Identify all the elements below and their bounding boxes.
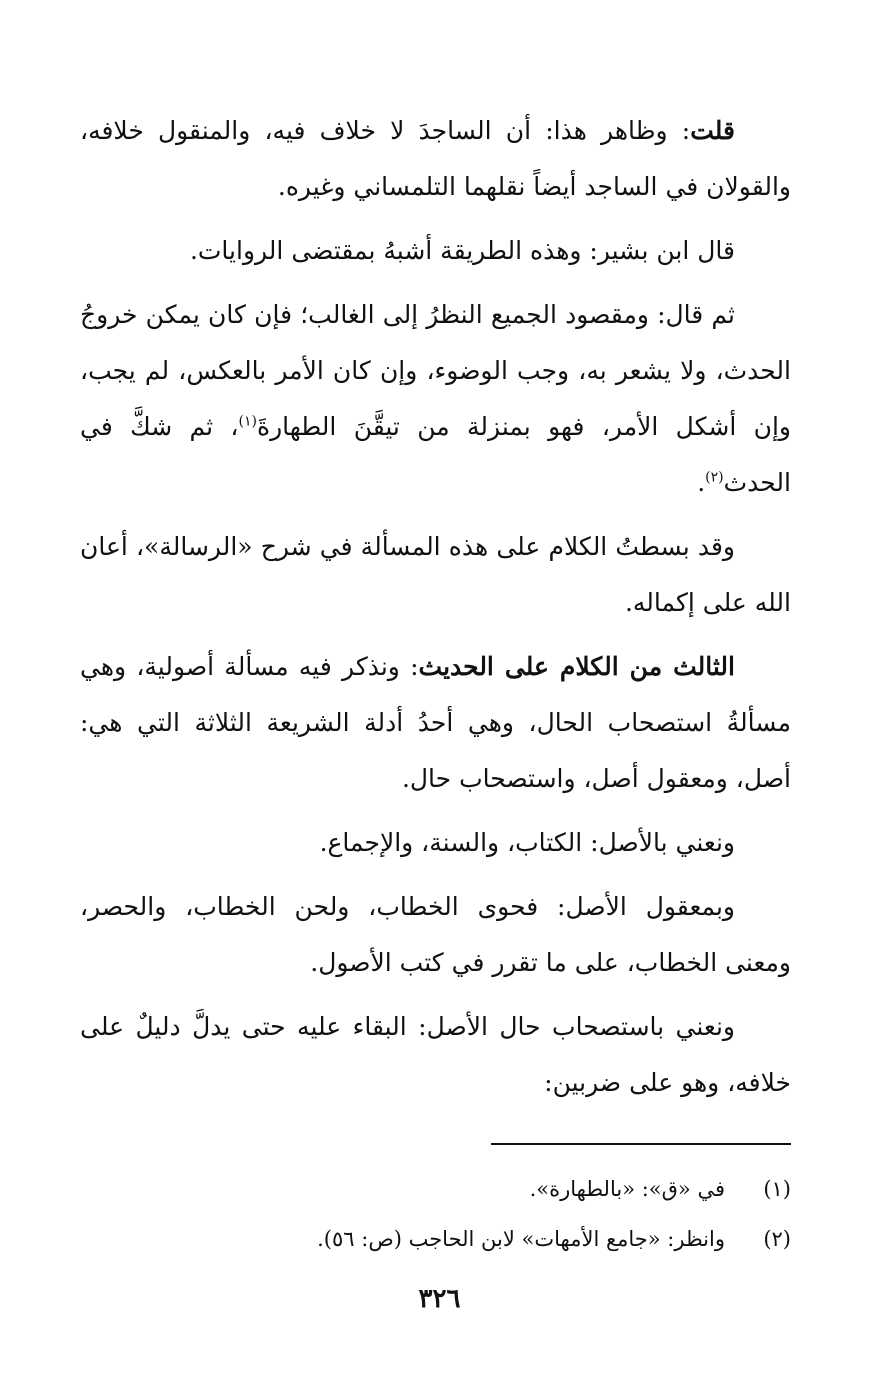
- footnote-text: وانظر: «جامع الأمهات» لابن الحاجب (ص: ٥٦).: [317, 1227, 725, 1251]
- footnote-ref-1[interactable]: (١): [238, 413, 257, 430]
- page-number: ٣٢٦: [418, 1284, 461, 1314]
- paragraph-text: : وظاهر هذا: أن الساجدَ لا خلاف فيه، والمنقول خلافه، والقولان في الساجد أيضاً نقلهما التلمساني وغيره.: [80, 116, 791, 201]
- paragraph-lead: قلت: [690, 116, 735, 145]
- footnote-2: [80, 1214, 791, 1264]
- paragraph-4: [80, 519, 791, 631]
- footnote-text: في «ق»: «بالطهارة».: [529, 1177, 725, 1201]
- paragraph-text: ونعني باستصحاب حال الأصل: البقاء عليه حتى يدلَّ دليلٌ على خلافه، وهو على ضربين:: [80, 1012, 791, 1097]
- paragraph-text: قال ابن بشير: وهذه الطريقة أشبهُ بمقتضى الروايات.: [189, 236, 735, 265]
- footnote-number: (١): [763, 1177, 791, 1201]
- paragraph-text: وبمعقول الأصل: فحوى الخطاب، ولحن الخطاب، والحصر، ومعنى الخطاب، على ما تقرر في كتب الأصول.: [80, 892, 791, 977]
- footnotes: [80, 1164, 791, 1264]
- footnote-1: [80, 1164, 791, 1214]
- paragraph-8: [80, 999, 791, 1111]
- paragraph-5: [80, 639, 791, 807]
- paragraph-7: [80, 879, 791, 991]
- paragraph-text: ، ثم شكَّ في الحدث: [80, 412, 791, 497]
- footnote-ref-2[interactable]: (٢): [705, 469, 724, 486]
- paragraph-1: [80, 103, 791, 215]
- footnote-divider: [491, 1143, 791, 1145]
- paragraph-text: .: [697, 468, 706, 497]
- section-heading: الثالث من الكلام على الحديث: [418, 652, 735, 681]
- paragraph-6: [80, 815, 791, 871]
- paragraph-3: [80, 287, 791, 511]
- footnote-number: (٢): [763, 1227, 791, 1251]
- main-text: [80, 103, 791, 1119]
- paragraph-text: وقد بسطتُ الكلام على هذه المسألة في شرح «الرسالة»، أعان الله على إكماله.: [80, 532, 791, 617]
- paragraph-text: ثم قال: ومقصود الجميع النظرُ إلى الغالب؛ فإن كان يمكن خروجُ الحدث، ولا يشعر به، وجب الوضوء، وإن كان الأمر بالعكس، لم يجب، وإن أشكل الأمر، فهو بمنزلة من تيقَّنَ الطهارةَ: [80, 300, 791, 441]
- paragraph-text: : ونذكر فيه مسألة أصولية، وهي مسألةُ استصحاب الحال، وهي أحدُ أدلة الشريعة الثلاثة التي هي: أصل، ومعقول أصل، واستصحاب حال.: [80, 652, 791, 793]
- paragraph-2: [80, 223, 791, 279]
- paragraph-text: ونعني بالأصل: الكتاب، والسنة، والإجماع.: [319, 828, 735, 857]
